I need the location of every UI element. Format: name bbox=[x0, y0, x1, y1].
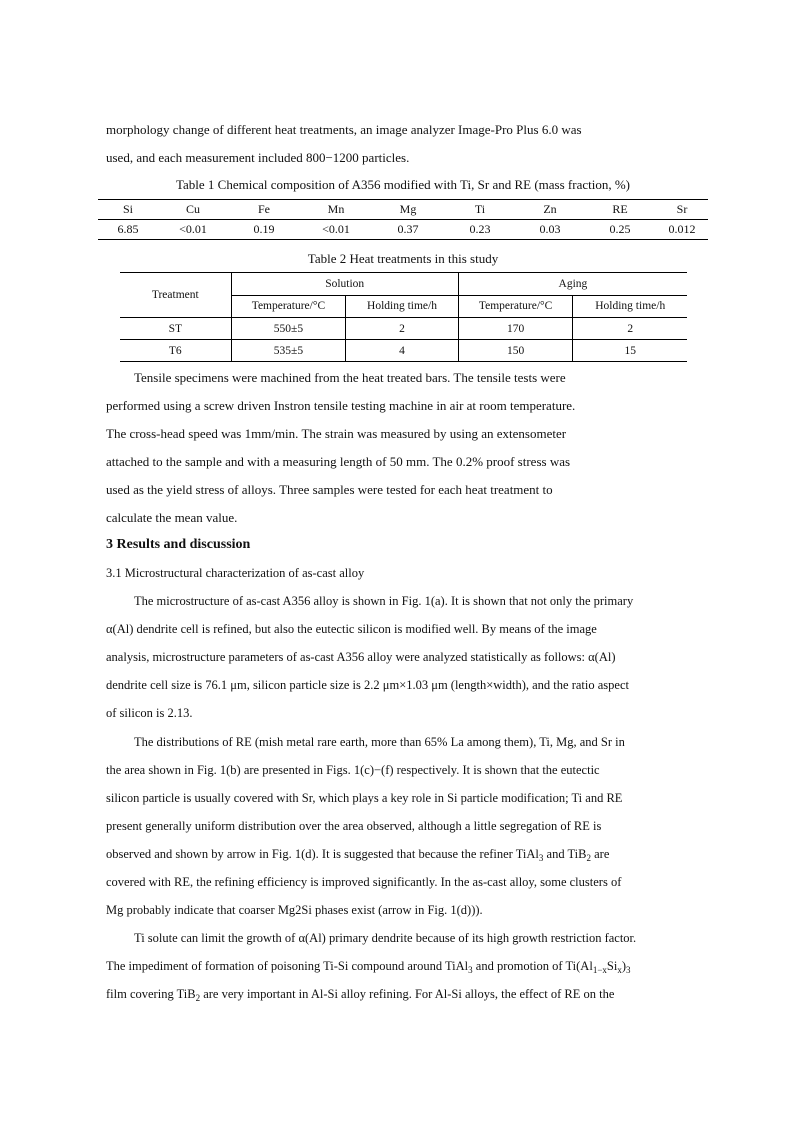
table-cell: 550±5 bbox=[231, 318, 346, 340]
text-line: calculate the mean value. bbox=[106, 510, 238, 525]
text-line: Mg probably indicate that coarser Mg2Si phases exist (arrow in Fig. 1(d))). bbox=[106, 903, 483, 917]
text-line: Tensile specimens were machined from the heat treated bars. The tensile tests were bbox=[134, 370, 566, 385]
table1 bbox=[98, 199, 708, 240]
text-line: film covering TiB$_2$ are very important in Al-Si alloy refining. For Al-Si alloys, the effect of RE on the bbox=[106, 987, 615, 1003]
table-cell: 0.23 bbox=[444, 220, 516, 240]
table-header-cell: Holding time/h bbox=[573, 295, 687, 318]
text-line: The distributions of RE (mish metal rare earth, more than 65% La among them), Ti, Mg, and Sr in bbox=[134, 735, 625, 749]
table-header-cell: Solution bbox=[231, 273, 458, 296]
table-cell: ST bbox=[120, 318, 231, 340]
text-line: silicon particle is usually covered with Sr, which plays a key role in Si particle modification; Ti and RE bbox=[106, 791, 623, 805]
table-row bbox=[120, 340, 687, 362]
text-line: performed using a screw driven Instron tensile testing machine in air at room temperature. bbox=[106, 398, 576, 413]
table1-caption: Table 1 Chemical composition of A356 modified with Ti, Sr and RE (mass fraction, %) bbox=[175, 177, 631, 192]
text-line: The microstructure of as-cast A356 alloy is shown in Fig. 1(a). It is shown that not only the primary bbox=[134, 594, 634, 608]
table-row bbox=[120, 318, 687, 340]
table-cell: 0.03 bbox=[516, 220, 584, 240]
table-cell: 6.85 bbox=[98, 220, 158, 240]
table-header-cell: Sr bbox=[656, 200, 708, 220]
table2-caption: Table 2 Heat treatments in this study bbox=[307, 251, 499, 266]
text-line: observed and shown by arrow in Fig. 1(d). It is suggested that because the refiner TiAl$_3$ and TiB$_2$ are bbox=[106, 847, 610, 863]
table-cell: <0.01 bbox=[300, 220, 372, 240]
table2 bbox=[120, 272, 687, 362]
tensile-paragraph bbox=[106, 364, 700, 532]
table-header-cell: Aging bbox=[458, 273, 687, 296]
table-header-cell: RE bbox=[584, 200, 656, 220]
text-line: used, and each measurement included 800−1200 particles. bbox=[106, 150, 410, 165]
section-heading: 3 Results and discussion bbox=[106, 537, 251, 552]
text-line: present generally uniform distribution over the area observed, although a little segregation of RE is bbox=[106, 819, 602, 833]
table-header-row bbox=[120, 273, 687, 296]
table-header-cell: Holding time/h bbox=[346, 295, 459, 318]
table-header-cell: Treatment bbox=[120, 273, 231, 318]
text-line: attached to the sample and with a measuring length of 50 mm. The 0.2% proof stress was bbox=[106, 454, 571, 469]
table-header-row bbox=[98, 200, 708, 220]
table-header-cell: Si bbox=[98, 200, 158, 220]
text-line: dendrite cell size is 76.1 μm, silicon particle size is 2.2 μm×1.03 μm (length×width), and the ratio aspect bbox=[106, 678, 629, 692]
text-line: analysis, microstructure parameters of as-cast A356 alloy were analyzed statistically as follows: α(Al) bbox=[106, 650, 616, 664]
table-cell: T6 bbox=[120, 340, 231, 362]
table-cell: 4 bbox=[346, 340, 459, 362]
table-header-cell: Temperature/°C bbox=[231, 295, 346, 318]
subsection-heading: 3.1 Microstructural characterization of as-cast alloy bbox=[106, 566, 365, 580]
table-cell: 0.012 bbox=[656, 220, 708, 240]
text-line: Ti solute can limit the growth of α(Al) primary dendrite because of its high growth restriction factor. bbox=[134, 931, 637, 945]
table-cell: 0.19 bbox=[228, 220, 300, 240]
table-row bbox=[98, 220, 708, 240]
table-cell: 150 bbox=[458, 340, 573, 362]
table-cell: 2 bbox=[346, 318, 459, 340]
text-line: of silicon is 2.13. bbox=[106, 706, 193, 720]
table-cell: 535±5 bbox=[231, 340, 346, 362]
text-line: The cross-head speed was 1mm/min. The strain was measured by using an extensometer bbox=[106, 426, 567, 441]
table-header-cell: Mg bbox=[372, 200, 444, 220]
refining-paragraph bbox=[106, 924, 700, 1008]
text-line: the area shown in Fig. 1(b) are presented in Figs. 1(c)−(f) respectively. It is shown that the eutectic bbox=[106, 763, 600, 777]
intro-paragraph bbox=[106, 116, 700, 172]
text-line: α(Al) dendrite cell is refined, but also the eutectic silicon is modified well. By means of the image bbox=[106, 622, 597, 636]
table-cell: 170 bbox=[458, 318, 573, 340]
microstructure-paragraph bbox=[106, 587, 700, 727]
table-header-cell: Zn bbox=[516, 200, 584, 220]
table-cell: 0.37 bbox=[372, 220, 444, 240]
table-cell: 15 bbox=[573, 340, 687, 362]
table-header-cell: Mn bbox=[300, 200, 372, 220]
distribution-paragraph bbox=[106, 728, 700, 924]
text-line: covered with RE, the refining efficiency is improved significantly. In the as-cast alloy, some clusters of bbox=[106, 875, 622, 889]
table-header-cell: Fe bbox=[228, 200, 300, 220]
table-header-cell: Cu bbox=[158, 200, 228, 220]
table-header-cell: Temperature/°C bbox=[458, 295, 573, 318]
table-cell: 0.25 bbox=[584, 220, 656, 240]
table-cell: <0.01 bbox=[158, 220, 228, 240]
table-cell: 2 bbox=[573, 318, 687, 340]
text-line: used as the yield stress of alloys. Three samples were tested for each heat treatment to bbox=[106, 482, 553, 497]
text-line: morphology change of different heat treatments, an image analyzer Image-Pro Plus 6.0 was bbox=[106, 122, 582, 137]
table-header-cell: Ti bbox=[444, 200, 516, 220]
text-line: The impediment of formation of poisoning Ti-Si compound around TiAl$_3$ and promotion of $Ti(Al_{1-x}Si_x)_3$ bbox=[106, 959, 631, 975]
